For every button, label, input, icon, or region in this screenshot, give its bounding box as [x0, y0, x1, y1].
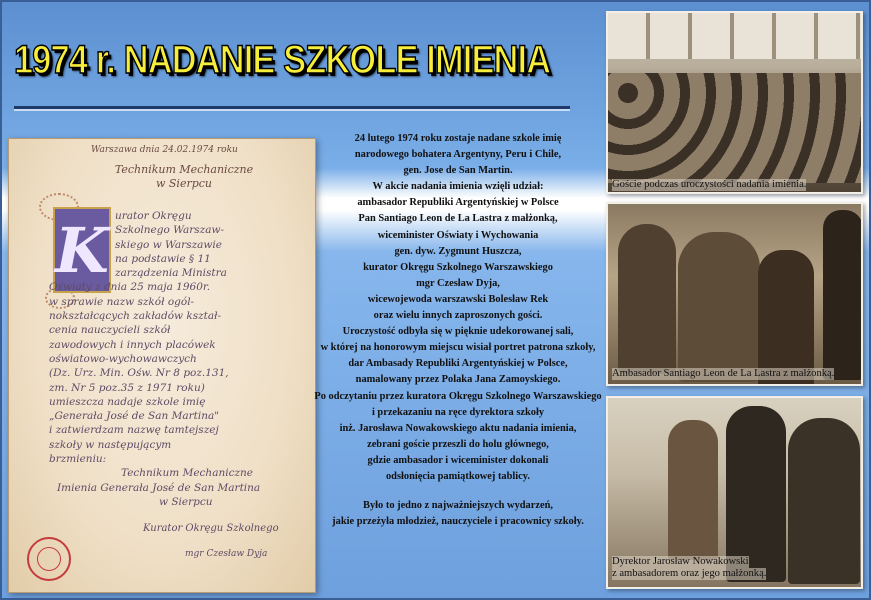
story-paragraph-2: [300, 498, 616, 530]
title-underline: [14, 106, 570, 109]
certificate-line: urator Okręgu: [115, 210, 192, 222]
initial-letter: K: [55, 213, 109, 287]
story-line: 24 lutego 1974 roku zostaje nadane szkole imię: [354, 133, 562, 144]
certificate-line: Oświaty z dnia 25 maja 1960r.: [49, 281, 211, 294]
certificate-school-line: Technikum Mechaniczne: [114, 163, 254, 176]
person-figure: [668, 420, 718, 560]
photo-guests-ceremony: [606, 11, 863, 194]
certificate-signature-title: Kurator Okręgu Szkolnego: [143, 523, 279, 534]
certificate-line: (Dz. Urz. Min. Ośw. Nr 8 poz.131,: [49, 367, 229, 380]
story-line: wicewojewoda warszawski Bolesław Rek: [367, 293, 549, 305]
certificate-line: na podstawie § 11: [115, 252, 211, 265]
certificate-line: zm. Nr 5 poz.35 z 1971 roku): [49, 381, 205, 394]
certificate-line: i zatwierdzam nazwę tamtejszej: [49, 424, 219, 437]
story-line: gen. dyw. Zygmunt Huszcza,: [394, 245, 522, 257]
story-line: odsłonięcia pamiątkowej tablicy.: [385, 470, 531, 482]
certificate-line: zawodowych i innych placówek: [49, 338, 216, 351]
photo-caption: Ambasador Santiago Leon de La Lastra z małżonką.: [612, 368, 835, 379]
story-line: mgr Czesław Dyja,: [416, 277, 500, 289]
certificate-line: cenia nauczycieli szkół: [49, 324, 171, 337]
certificate-signature-name: mgr Czesław Dyja: [185, 549, 268, 559]
certificate-line: umieszcza nadaje szkole imię: [49, 395, 206, 408]
page-title: 1974 r. NADANIE SZKOLE IMIENIA: [14, 38, 551, 82]
certificate-line: skiego w Warszawie: [115, 238, 222, 251]
person-figure: [678, 232, 760, 382]
certificate-document: [8, 138, 316, 593]
story-line: ambasador Republiki Argentyńskiej w Polsce: [357, 197, 559, 209]
photo-ambassador: [606, 202, 863, 386]
photo-director: [606, 396, 863, 589]
person-figure: [758, 250, 814, 386]
certificate-line: w sprawie nazw szkół ogól-: [49, 295, 195, 308]
certificate-line: Imienia Generała José de San Martina: [57, 481, 261, 494]
story-line: Uroczystość odbyła się w pięknie udekorowanej sali,: [342, 326, 574, 338]
person-figure: [788, 418, 860, 584]
certificate-line: zarządzenia Ministra: [115, 267, 227, 280]
story-line: kurator Okręgu Szkolnego Warszawskiego: [363, 261, 553, 273]
story-line: inż. Jarosława Nowakowskiego aktu nadania imienia,: [339, 422, 577, 434]
story-line: oraz wielu innych zaproszonych gości.: [373, 310, 543, 322]
photo-caption: Goście podczas uroczystości nadania imienia.: [612, 179, 807, 190]
certificate-body: [49, 209, 311, 509]
story-line: W akcie nadania imienia wzięli udział:: [372, 181, 544, 193]
story-line: wiceminister Oświaty i Wychowania: [377, 229, 539, 241]
paragraph-gap: [300, 485, 616, 498]
certificate-date: Warszawa dnia 24.02.1974 roku: [91, 145, 238, 155]
story-line: dar Ambasady Republiki Argentyńskiej w Polsce,: [348, 358, 568, 370]
official-seal-stamp: [27, 537, 71, 581]
certificate-school: [109, 163, 259, 191]
person-figure: [618, 224, 676, 374]
story-text: [300, 131, 616, 530]
story-line: i przekazaniu na ręce dyrektora szkoły: [371, 406, 545, 418]
story-line: Było to jedno z najważniejszych wydarzeń,: [363, 500, 553, 512]
story-line: w której na honorowym miejscu wisiał portret patrona szkoły,: [320, 342, 596, 354]
audience-crowd: [608, 73, 863, 183]
photo-caption: Dyrektor Jarosław Nowakowski: [612, 556, 749, 567]
story-line: gen. Jose de San Martin.: [403, 165, 513, 177]
certificate-line: „Generała José de San Martina": [49, 410, 220, 423]
certificate-school-line: w Sierpcu: [155, 177, 213, 190]
certificate-line: szkoły w następującym: [49, 438, 172, 451]
photo-caption: z ambasadorem oraz jego małżonką.: [612, 568, 767, 579]
person-figure: [823, 210, 863, 380]
story-line: Po odczytaniu przez kuratora Okręgu Szkolnego Warszawskiego: [314, 390, 602, 402]
story-line: narodowego bohatera Argentyny, Peru i Chile,: [354, 149, 562, 161]
story-line: namalowany przez Polaka Jana Zamoyskiego.: [355, 374, 561, 386]
story-paragraph-1: [300, 131, 616, 485]
certificate-line: Szkolnego Warszaw-: [115, 224, 224, 237]
certificate-line: Technikum Mechaniczne: [121, 467, 253, 480]
certificate-line: brzmieniu:: [49, 453, 107, 466]
story-line: gdzie ambasador i wiceminister dokonali: [367, 454, 549, 466]
window-band: [608, 13, 863, 59]
certificate-line: nokształcących zakładów kształ-: [49, 310, 222, 323]
certificate-line: oświatowo-wychowawczych: [49, 352, 197, 365]
story-line: zebrani goście przeszli do holu głównego,: [367, 438, 549, 450]
story-line: Pan Santiago Leon de La Lastra z małżonką,: [358, 213, 558, 225]
certificate-line: w Sierpcu: [159, 495, 213, 508]
story-line: jakie przeżyła młodzież, nauczyciele i pracownicy szkoły.: [332, 516, 584, 528]
